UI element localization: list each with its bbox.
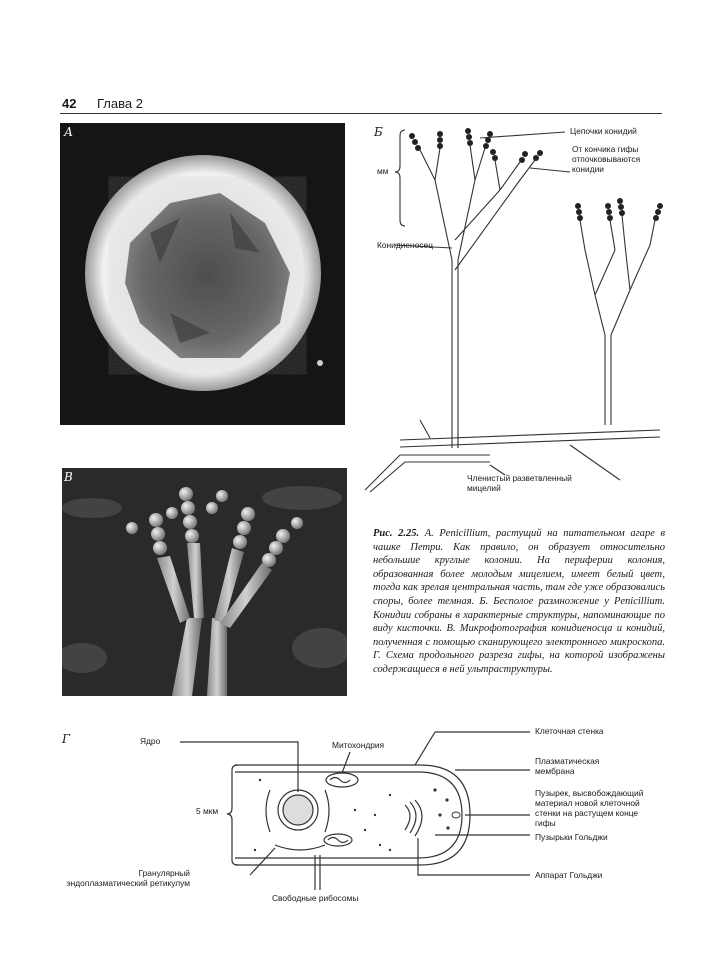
panel-letter-b: Б xyxy=(374,125,383,139)
label-er: Гранулярный эндоплазматический ретикулум xyxy=(66,868,190,888)
chapter-title: Глава 2 xyxy=(97,96,143,111)
label-golgi-vesicles: Пузырьки Гольджи xyxy=(535,832,608,842)
conidia-chains xyxy=(409,128,663,221)
panel-letter-v: В xyxy=(64,470,73,484)
label-mitochondrion: Митохондрия xyxy=(332,740,385,750)
figure-caption xyxy=(373,527,665,677)
photo-sem-conidiophore xyxy=(62,468,347,696)
label-golgi: Аппарат Гольджи xyxy=(535,870,603,880)
panel-letter-g: Г xyxy=(62,732,70,746)
label-conidia-chains: Цепочки конидий xyxy=(570,126,637,136)
figure-number: Рис. 2.25. xyxy=(373,528,420,539)
label-cell-wall: Клеточная стенка xyxy=(535,726,604,736)
photo-petri-dish xyxy=(60,123,345,425)
diagram-conidiophore xyxy=(360,120,670,500)
label-mycelium: Членистый разветвленный мицелий xyxy=(467,473,572,493)
caption-text: А. Penicillium, растущий на питательном агаре в чашке Петри. Как правило, он образует относительно небольшие круглые колонии. На периферии колония, образованная более молодым мицелием, имеет белый цвет, тогда как зрелая центральная часть, там где уже образовались споры, более темная. Б. Бесполое размножение у Penicillium. Конидии собраны в характерные структуры, напоминающие по виду кисточки. В. Микрофотография конидиеносца и конидий, полученная с помощью сканирующего электронного микроскопа. Г. Схема продольного разреза гифы, на которой изображены содержащиеся в ней ультраструктуры. xyxy=(373,528,666,675)
label-nucleus: Ядро xyxy=(140,736,161,746)
label-conidiophore: Конидиеносец xyxy=(377,240,433,250)
label-plasma-membrane: Плазматическая мембрана xyxy=(535,756,600,776)
label-scale-mm: мм xyxy=(377,166,389,176)
header-rule xyxy=(60,113,662,114)
label-growth-vesicle: Пузырек, высвобождающий материал новой клеточной стенки на растущем конце гифы xyxy=(535,788,644,828)
page-number: 42 xyxy=(62,96,77,111)
label-hypha-tip: От кончика гифы отпочковываются конидии xyxy=(572,144,641,174)
label-ribosomes: Свободные рибосомы xyxy=(272,893,359,903)
label-scale-5um: 5 мкм xyxy=(196,806,219,816)
panel-letter-a: А xyxy=(64,125,74,139)
